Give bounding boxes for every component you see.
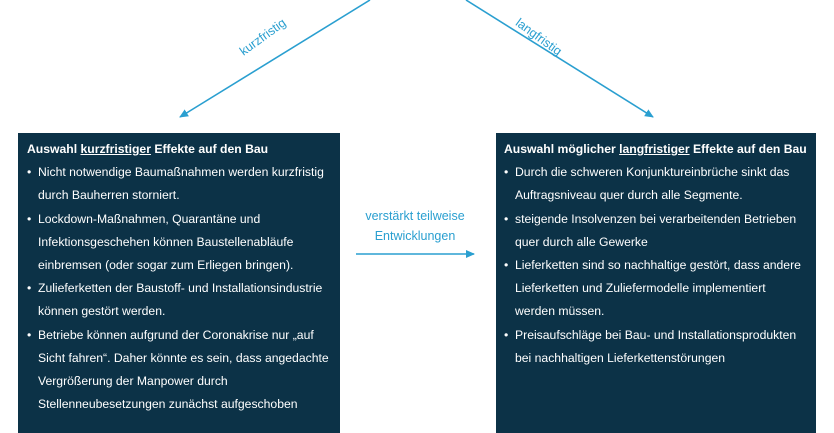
- list-item: • Betriebe können aufgrund der Coronakrise nur „auf Sicht fahren“. Daher könnte es sein, dass angedachte Vergrößerung der Manpower durch Stellenneubesetzungen zunächst aufgeschoben: [27, 324, 332, 417]
- short-term-box-title: [27, 138, 332, 161]
- arrow-short-term: [180, 0, 370, 117]
- arrow-long-term: [466, 0, 653, 117]
- middle-arrow-label: [350, 206, 480, 246]
- list-item: • Lockdown-Maßnahmen, Quarantäne und Infektionsgeschehen können Baustellenabläufe einbremsen (oder sogar zum Erliegen bringen).: [27, 208, 332, 278]
- long-term-title-suffix: Effekte auf den Bau: [689, 142, 807, 156]
- short-term-effects-box: [18, 133, 340, 433]
- long-term-title-prefix: Auswahl möglicher: [504, 142, 620, 156]
- long-term-effects-box: [496, 133, 816, 433]
- long-term-box-title: [504, 138, 808, 161]
- middle-label-line-2: Entwicklungen: [374, 229, 456, 243]
- list-item: • Durch die schweren Konjunktureinbrüche sinkt das Auftragsniveau quer durch alle Segmente.: [504, 161, 808, 207]
- short-term-title-prefix: Auswahl: [27, 142, 81, 156]
- list-item: • Zulieferketten der Baustoff- und Installationsindustrie können gestört werden.: [27, 277, 332, 323]
- list-item: • Nicht notwendige Baumaßnahmen werden kurzfristig durch Bauherren storniert.: [27, 161, 332, 207]
- list-item: • steigende Insolvenzen bei verarbeitenden Betrieben quer durch alle Gewerke: [504, 208, 808, 254]
- short-term-title-suffix: Effekte auf den Bau: [150, 142, 269, 156]
- list-item: • Preisaufschläge bei Bau- und Installationsprodukten bei nachhaltigen Lieferkettenstörungen: [504, 324, 808, 370]
- middle-label-line-1: verstärkt teilweise: [365, 209, 465, 223]
- long-term-arrow-label: langfristig: [512, 15, 565, 59]
- long-term-title-underlined: langfristiger: [619, 142, 690, 156]
- short-term-effects-list: [27, 161, 332, 416]
- short-term-title-underlined: kurzfristiger: [80, 142, 151, 156]
- long-term-effects-list: [504, 161, 808, 370]
- short-term-arrow-label: kurzfristig: [236, 15, 289, 59]
- list-item: • Lieferketten sind so nachhaltige gestört, dass andere Lieferketten und Zuliefermodelle implementiert werden müssen.: [504, 254, 808, 324]
